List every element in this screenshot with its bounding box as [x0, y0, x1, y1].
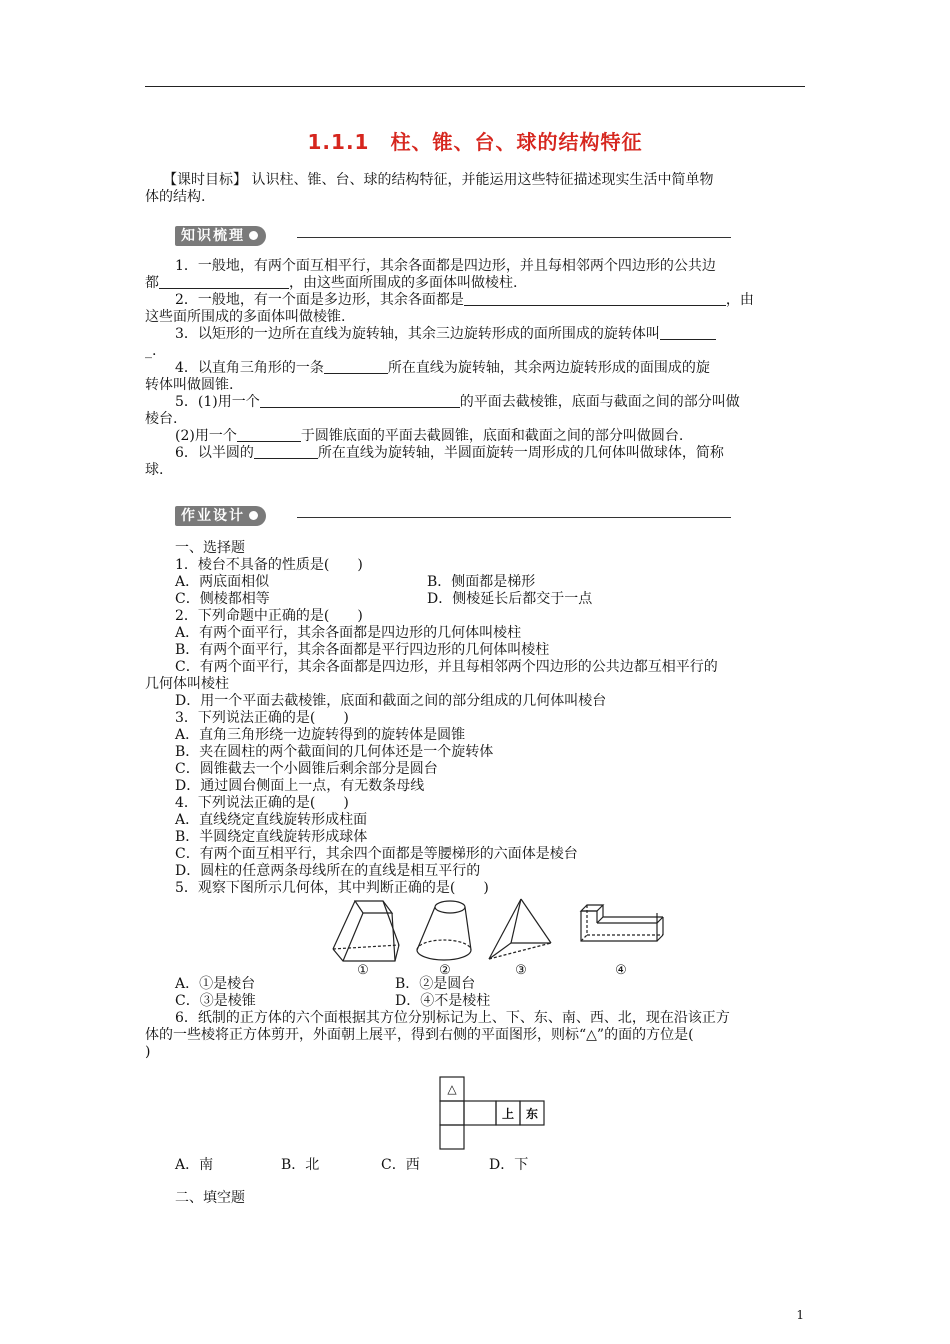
east-face-label: 东: [525, 1107, 539, 1121]
q2-option-b: B．有两个面平行，其余各面都是平行四边形的几何体叫棱柱: [175, 642, 550, 658]
q3-stem: 3．下列说法正确的是( ): [175, 710, 349, 726]
objective: [145, 172, 807, 206]
item-4-line-2: 转体叫做圆锥.: [145, 377, 234, 393]
bullet-dot-icon: [249, 511, 258, 520]
item-6-line-2: 球.: [145, 462, 164, 478]
part-2: [145, 1190, 807, 1207]
part-heading: 一、选择题: [175, 540, 245, 556]
q4-stem: 4．下列说法正确的是( ): [175, 795, 349, 811]
figure-label: ①: [357, 963, 369, 977]
q2-option-c: C．有两个面平行，其余各面都是四边形，并且每相邻两个四边形的公共边都互相平行的: [175, 659, 718, 675]
q6-line-2: 体的一些棱将正方体剪开，外面朝上展平，得到右侧的平面图形，则标“△”的面的方位是(: [145, 1027, 694, 1043]
q5-options-row-2: C．③是棱锥 D．④不是棱柱: [175, 993, 491, 1009]
q1-options-row-2: C．侧棱都相等 D．侧棱延长后都交于一点: [175, 591, 593, 607]
fill-blank[interactable]: [254, 446, 318, 459]
item-5-line-2: 棱台.: [145, 411, 178, 427]
pyramid-solid-icon: [489, 899, 551, 959]
q2-option-c-cont: 几何体叫棱柱: [145, 676, 229, 692]
l-prism-solid-icon: [581, 905, 663, 941]
q3-option-d: D．通过圆台侧面上一点，有无数条母线: [175, 778, 425, 794]
figure-label: ③: [515, 963, 527, 977]
q4-option-b: B．半圆绕定直线旋转形成球体: [175, 829, 368, 845]
q6-options-row: A．南 B．北 C．西 D．下: [175, 1157, 529, 1173]
q3-option-c: C．圆锥截去一个小圆锥后剩余部分是圆台: [175, 761, 438, 777]
section-heading-label: 知识梳理: [181, 228, 245, 244]
q6-line-3: ): [145, 1044, 151, 1060]
item-2-line-1: 2．一般地，有一个面是多边形，其余各面都是 ，由: [175, 292, 754, 308]
q3-option-a: A．直角三角形绕一边旋转得到的旋转体是圆锥: [175, 727, 466, 743]
item-2-line-2: 这些面所围成的多面体叫做棱锥.: [145, 309, 346, 325]
q6-options: [145, 1157, 807, 1174]
item-1-line-2: 都 ，由这些面所围成的多面体叫做棱柱.: [145, 275, 518, 291]
q5-options: [145, 976, 807, 1061]
q4-option-a: A．直线绕定直线旋转形成柱面: [175, 812, 368, 828]
fill-blank[interactable]: [260, 395, 460, 408]
frustum-solid-icon: [333, 901, 399, 961]
heading-rule: [297, 517, 731, 518]
q1-stem: 1．棱台不具备的性质是( ): [175, 557, 363, 573]
figure-label: ②: [439, 963, 451, 977]
heading-rule: [297, 237, 731, 238]
page-number: 1: [796, 1308, 804, 1322]
part-heading: 二、填空题: [175, 1190, 245, 1206]
page-title: 1.1.1 柱、锥、台、球的结构特征: [307, 130, 643, 154]
fill-blank[interactable]: [159, 276, 289, 289]
item-5-line-3: (2)用一个 于圆锥底面的平面去截圆锥，底面和截面之间的部分叫做圆台.: [175, 428, 684, 444]
section-heading-label: 作业设计: [181, 508, 245, 524]
q3-option-b: B．夹在圆柱的两个截面间的几何体还是一个旋转体: [175, 744, 494, 760]
q4-option-c: C．有两个面互相平行，其余四个面都是等腰梯形的六面体是棱台: [175, 846, 578, 862]
truncated-cone-icon: [417, 901, 471, 960]
objective-line-2: 体的结构.: [145, 189, 206, 205]
knowledge-list: [145, 258, 807, 479]
cube-net-figure: [438, 1075, 548, 1159]
q5-stem: 5．观察下图所示几何体，其中判断正确的是( ): [175, 880, 489, 896]
item-1-line-1: 1．一般地，有两个面互相平行，其余各面都是四边形，并且每相邻两个四边形的公共边: [175, 258, 716, 274]
q5-options-row-1: A．①是棱台 B．②是圆台: [175, 976, 476, 992]
fill-blank[interactable]: [464, 293, 726, 306]
item-6-line-1: 6．以半圆的 所在直线为旋转轴，半圆面旋转一周形成的几何体叫做球体，简称: [175, 445, 724, 461]
q5-solids-figure: [325, 893, 665, 977]
up-face-label: 上: [501, 1107, 515, 1121]
q2-stem: 2．下列命题中正确的是( ): [175, 608, 363, 624]
q4-option-d: D．圆柱的任意两条母线所在的直线是相互平行的: [175, 863, 481, 879]
q1-options-row-1: A．两底面相似 B．侧面都是梯形: [175, 574, 536, 590]
triangle-face-label: △: [447, 1082, 457, 1096]
fill-blank[interactable]: [324, 361, 388, 374]
item-5-line-1: 5．(1)用一个 的平面去截棱锥，底面与截面之间的部分叫做: [175, 394, 740, 410]
objective-line-1: 【课时目标】 认识柱、锥、台、球的结构特征，并能运用这些特征描述现实生活中简单物: [163, 172, 714, 188]
header-rule: [145, 86, 805, 87]
fill-blank[interactable]: [660, 327, 716, 340]
q6-line-1: 6．纸制的正方体的六个面根据其方位分别标记为上、下、东、南、西、北，现在沿该正方: [175, 1010, 730, 1026]
item-4-line-1: 4．以直角三角形的一条 所在直线为旋转轴，其余两边旋转形成的面围成的旋: [175, 360, 710, 376]
figure-label: ④: [615, 963, 627, 977]
q2-option-a: A．有两个面平行，其余各面都是四边形的几何体叫棱柱: [175, 625, 522, 641]
item-3-line-1: 3．以矩形的一边所在直线为旋转轴，其余三边旋转形成的面所围成的旋转体叫: [145, 326, 807, 343]
homework-questions: [145, 540, 807, 897]
q2-option-d: D．用一个平面去截棱锥，底面和截面之间的部分组成的几何体叫棱台: [175, 693, 607, 709]
bullet-dot-icon: [249, 231, 258, 240]
fill-blank[interactable]: [237, 429, 301, 442]
item-3-line-2: _.: [145, 343, 157, 359]
